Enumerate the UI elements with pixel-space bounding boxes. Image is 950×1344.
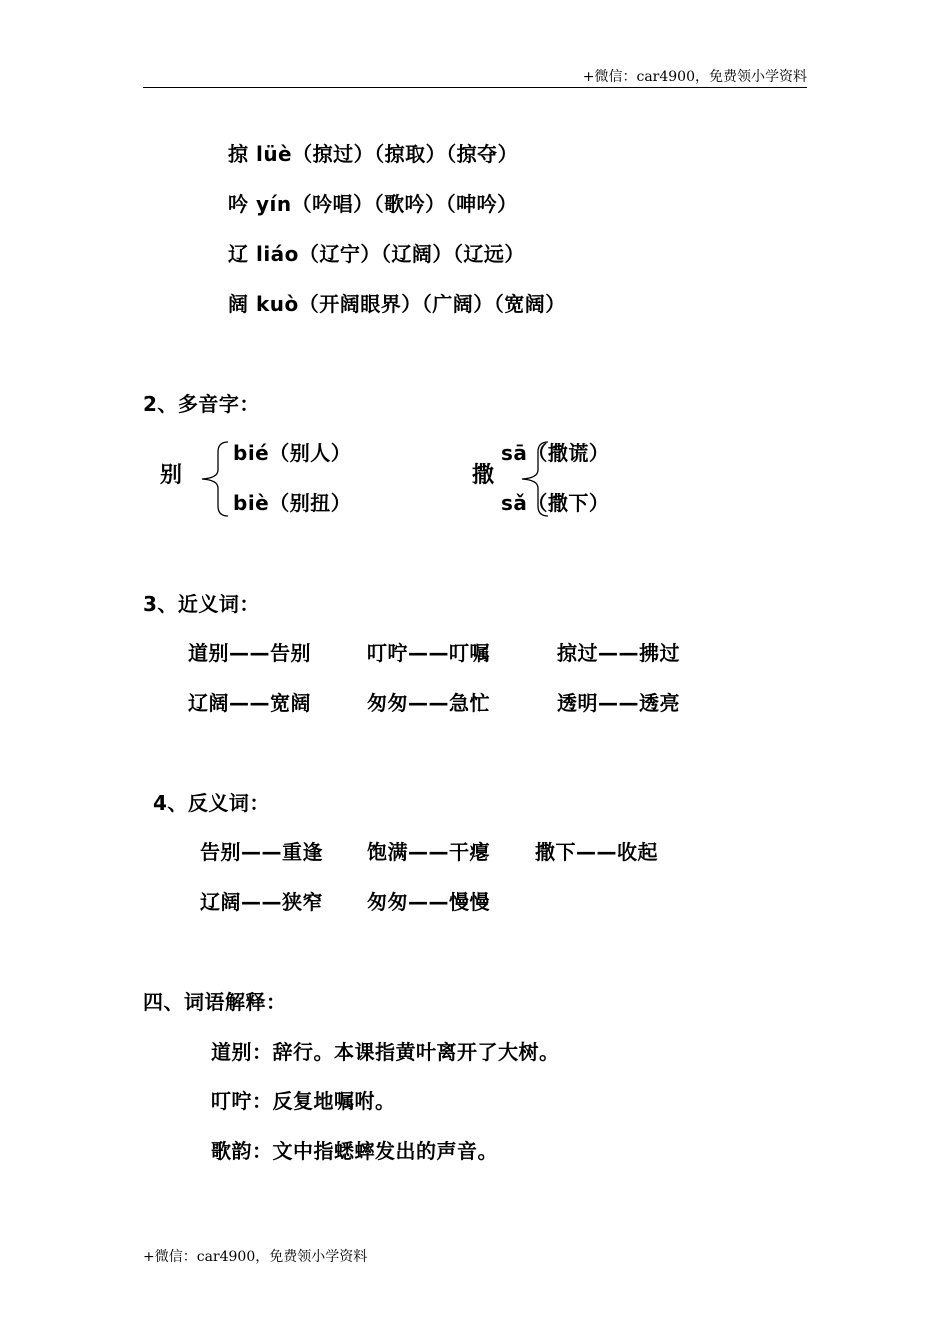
polyphonic-reading-2a: sā（撒谎） — [501, 441, 610, 465]
synonym-pair: 道别——告别 — [188, 641, 311, 665]
left-brace-icon — [518, 440, 552, 518]
pinyin-line-2: 吟 yín（吟唱）（歌吟）（呻吟） — [228, 192, 518, 216]
antonym-pair: 饱满——干瘪 — [367, 840, 490, 864]
synonym-pair: 辽阔——宽阔 — [188, 691, 311, 715]
explanation-item: 歌韵：文中指蟋蟀发出的声音。 — [211, 1139, 498, 1163]
antonym-pair: 辽阔——狭窄 — [200, 890, 323, 914]
footer-note: +微信：car4900，免费领小学资料 — [143, 1249, 368, 1265]
polyphonic-heading: 2、多音字： — [143, 392, 260, 416]
synonym-pair: 叮咛——叮嘱 — [367, 641, 490, 665]
synonym-pair: 掠过——拂过 — [557, 641, 680, 665]
antonym-pair: 匆匆——慢慢 — [367, 890, 490, 914]
antonym-pair: 撒下——收起 — [535, 840, 658, 864]
polyphonic-reading-1b: biè（别扭） — [233, 491, 352, 515]
antonyms-heading: 4、反义词： — [153, 791, 270, 815]
polyphonic-char-1: 别 — [160, 463, 183, 488]
synonym-pair: 匆匆——急忙 — [367, 691, 490, 715]
explanation-item: 叮咛：反复地嘱咐。 — [211, 1089, 396, 1113]
pinyin-line-1: 掠 lüè（掠过）（掠取）（掠夺） — [228, 142, 519, 166]
pinyin-line-4: 阔 kuò（开阔眼界）（广阔）（宽阔） — [228, 292, 566, 316]
explanation-item: 道别：辞行。本课指黄叶离开了大树。 — [211, 1040, 560, 1064]
polyphonic-reading-2b: sǎ（撒下） — [501, 491, 610, 515]
left-brace-icon — [198, 440, 232, 518]
pinyin-line-3: 辽 liáo（辽宁）（辽阔）（辽远） — [228, 242, 525, 266]
synonyms-heading: 3、近义词： — [143, 592, 260, 616]
header-rule — [143, 87, 807, 88]
antonym-pair: 告别——重逢 — [200, 840, 323, 864]
header-note: +微信：car4900，免费领小学资料 — [582, 69, 807, 85]
polyphonic-char-2: 撒 — [472, 463, 495, 488]
explanations-heading: 四、词语解释： — [143, 990, 287, 1014]
polyphonic-reading-1a: bié（别人） — [233, 441, 352, 465]
synonym-pair: 透明——透亮 — [557, 691, 680, 715]
